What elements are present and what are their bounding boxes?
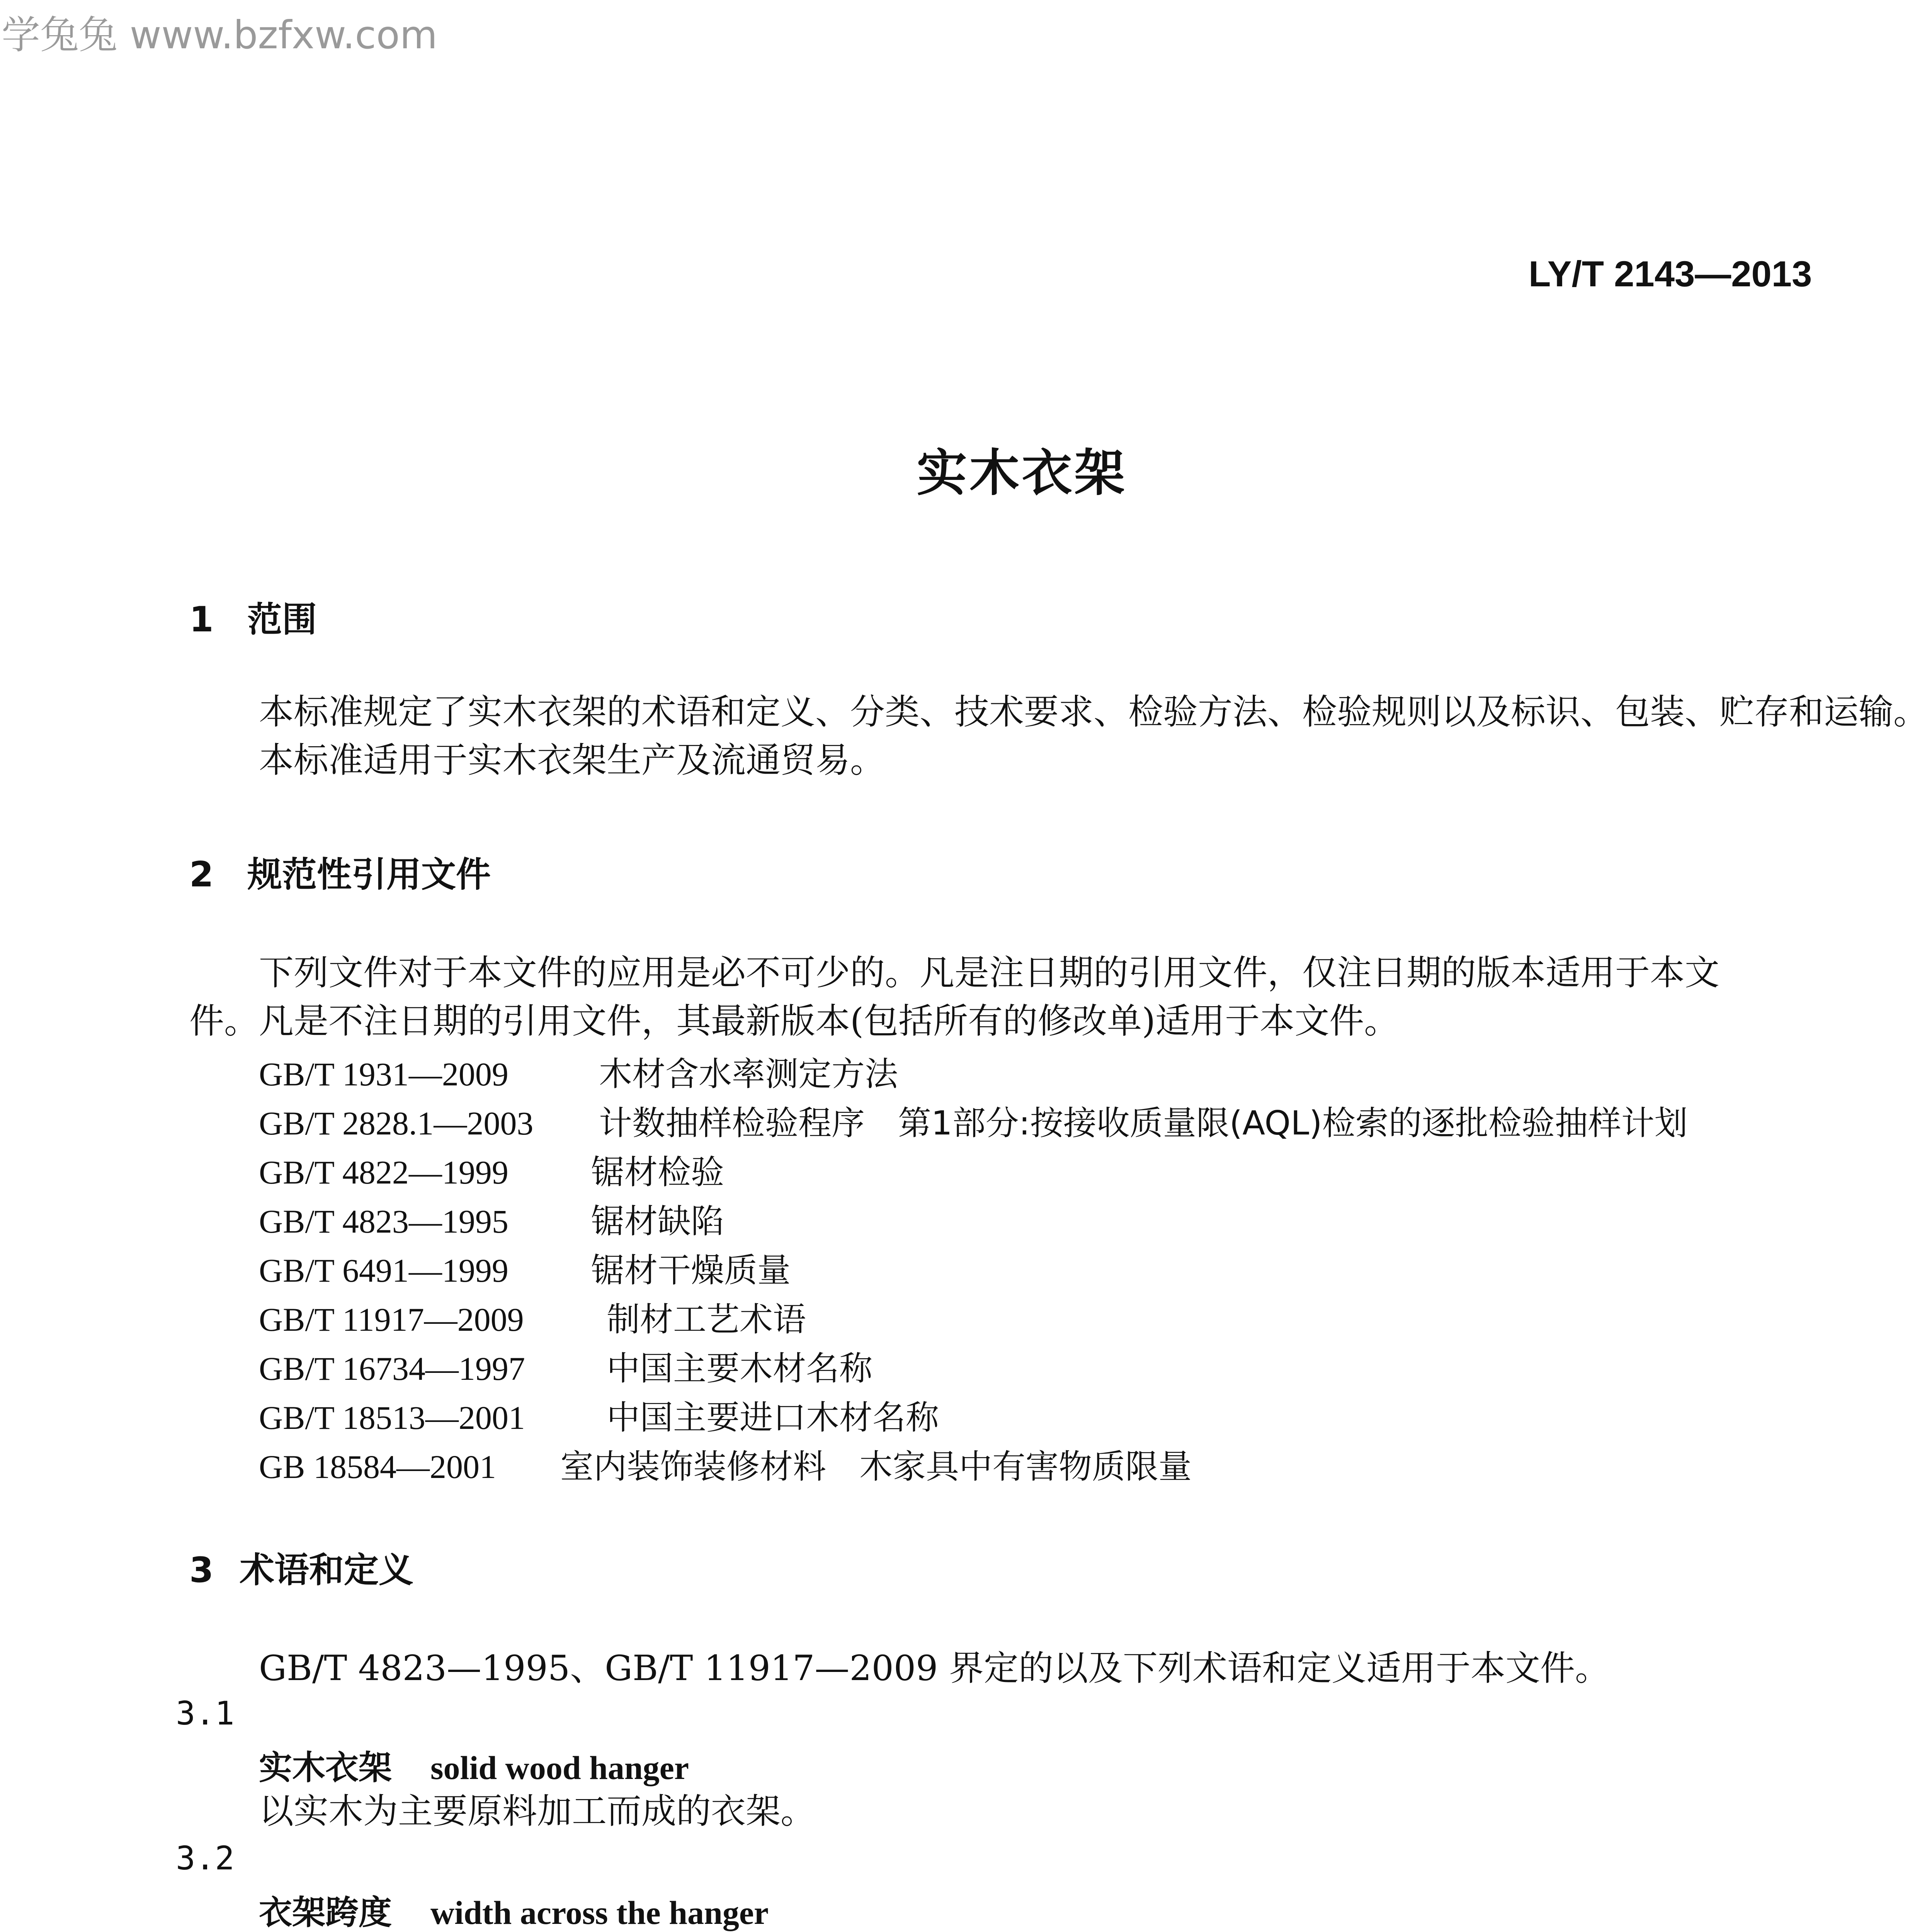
reference-code: GB/T 16734—1997 bbox=[259, 1350, 525, 1387]
reference-code: GB/T 11917—2009 bbox=[259, 1301, 524, 1338]
reference-title: 计数抽样检验程序 第1部分:按接收质量限(AQL)检索的逐批检验抽样计划 bbox=[599, 1104, 1688, 1143]
section-2-para-line-2: 件。凡是不注日期的引用文件，其最新版本(包括所有的修改单)适用于本文件。 bbox=[189, 1001, 1399, 1041]
term-zh: 衣架跨度 bbox=[259, 1893, 392, 1932]
section-3-heading bbox=[189, 1542, 413, 1592]
section-number: 2 bbox=[189, 854, 214, 895]
reference-code: GB/T 4822—1999 bbox=[259, 1154, 509, 1191]
reference-item bbox=[259, 1293, 806, 1340]
reference-title: 中国主要木材名称 bbox=[607, 1349, 872, 1388]
section-1-para-2: 本标准适用于实木衣架生产及流通贸易。 bbox=[259, 740, 885, 781]
reference-item bbox=[259, 1391, 939, 1439]
term-heading bbox=[259, 1886, 769, 1932]
section-number: 1 bbox=[189, 599, 214, 640]
term-en: solid wood hanger bbox=[430, 1749, 689, 1786]
reference-code: GB/T 1931—2009 bbox=[259, 1056, 509, 1093]
term-heading bbox=[259, 1741, 689, 1789]
reference-code: GB/T 2828.1—2003 bbox=[259, 1105, 534, 1142]
term-number: 3.1 bbox=[176, 1694, 235, 1732]
reference-code: GB/T 4823—1995 bbox=[259, 1203, 509, 1240]
reference-title: 室内装饰装修材料 木家具中有害物质限量 bbox=[560, 1447, 1192, 1486]
section-3-intro: GB/T 4823—1995、GB/T 11917—2009 界定的以及下列术语和定义适用于本文件。 bbox=[259, 1648, 1610, 1689]
reference-item bbox=[259, 1194, 724, 1242]
reference-title: 木材含水率测定方法 bbox=[599, 1055, 898, 1094]
watermark: 学兔兔 www.bzfxw.com bbox=[2, 12, 438, 58]
reference-item bbox=[259, 1440, 1192, 1488]
reference-item bbox=[259, 1243, 791, 1291]
section-title: 规范性引用文件 bbox=[247, 854, 491, 895]
reference-title: 制材工艺术语 bbox=[607, 1300, 806, 1339]
term-zh: 实木衣架 bbox=[259, 1748, 392, 1787]
term-number: 3.2 bbox=[176, 1839, 235, 1877]
term-en: width across the hanger bbox=[430, 1894, 769, 1931]
reference-code: GB/T 6491—1999 bbox=[259, 1252, 509, 1289]
section-1-para-1: 本标准规定了实木衣架的术语和定义、分类、技术要求、检验方法、检验规则以及标识、包装、贮存和运输。 bbox=[259, 692, 1928, 732]
reference-title: 锯材检验 bbox=[591, 1153, 724, 1192]
section-title: 术语和定义 bbox=[240, 1550, 413, 1590]
reference-item bbox=[259, 1047, 898, 1095]
section-number: 3 bbox=[189, 1550, 214, 1590]
reference-title: 锯材缺陷 bbox=[591, 1202, 724, 1241]
reference-title: 中国主要进口木材名称 bbox=[607, 1398, 939, 1437]
section-2-heading bbox=[189, 846, 491, 896]
term-definition: 以实木为主要原料加工而成的衣架。 bbox=[259, 1791, 815, 1832]
reference-title: 锯材干燥质量 bbox=[591, 1251, 791, 1290]
section-title: 范围 bbox=[247, 599, 317, 640]
reference-item bbox=[259, 1096, 1688, 1144]
document-title: 实木衣架 bbox=[917, 444, 1127, 502]
reference-code: GB/T 18513—2001 bbox=[259, 1399, 525, 1436]
reference-item bbox=[259, 1342, 872, 1389]
reference-code: GB 18584—2001 bbox=[259, 1448, 496, 1485]
standard-number: LY/T 2143—2013 bbox=[1529, 253, 1812, 294]
reference-item bbox=[259, 1145, 724, 1193]
section-2-para-line-1: 下列文件对于本文件的应用是必不可少的。凡是注日期的引用文件，仅注日期的版本适用于本文 bbox=[259, 952, 1719, 993]
section-1-heading bbox=[189, 591, 317, 641]
